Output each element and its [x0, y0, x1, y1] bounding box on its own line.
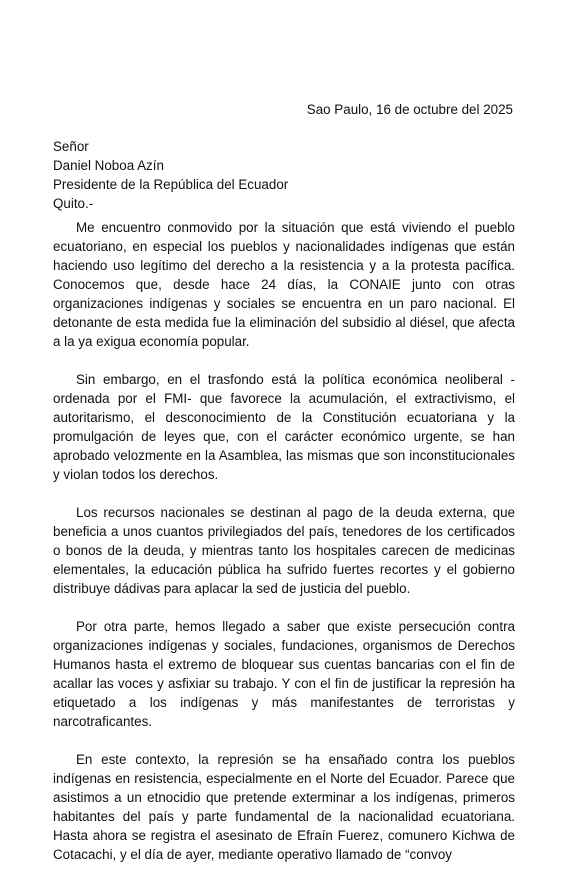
place-date: Sao Paulo, 16 de octubre del 2025: [306, 102, 513, 117]
recipient-title: Presidente de la República del Ecuador: [53, 177, 289, 192]
paragraph: Por otra parte, hemos llegado a saber que existe persecución contra organizaciones indígenas y sociales, fundaciones, organismos de Derechos Humanos hasta el extremo de bloquear sus cuentas bancarias con el fin de acallar las voces y asfixiar su trabajo. Y con el fin de justificar la represión ha etiquetado a los indígenas y más manifestantes de terroristas y narcotraficantes.: [53, 619, 515, 729]
paragraph: Sin embargo, en el trasfondo está la política económica neoliberal -ordenada por el FMI- que favorece la acumulación, el extractivismo, el autoritarismo, el desconocimiento de la Constitución ecuatoriana y la promulgación de leyes que, con el carácter económico urgente, se han aprobado velozmente en la Asamblea, las mismas que son inconstitucionales y violan todos los derechos.: [53, 372, 515, 482]
recipient-city: Quito.-: [53, 196, 94, 211]
recipient-name: Daniel Noboa Azín: [53, 158, 164, 173]
paragraph: Me encuentro conmovido por la situación que está viviendo el pueblo ecuatoriano, en especial los pueblos y nacionalidades indígenas que están haciendo uso legítimo del derecho a la resistencia y a la protesta pacífica. Conocemos que, desde hace 24 días, la CONAIE junto con otras organizaciones indígenas y sociales se encuentra en un paro nacional. El detonante de esta medida fue la eliminación del subsidio al diésel, que afecta a la ya exigua economía popular.: [53, 220, 515, 349]
letter-body: [53, 218, 515, 883]
salutation: Señor: [53, 139, 89, 154]
paragraph: Los recursos nacionales se destinan al pago de la deuda externa, que beneficia a unos cuantos privilegiados del país, tenedores de los certificados o bonos de la deuda, y mientras tanto los hospitales carecen de medicinas elementales, la educación pública ha sufrido fuertes recortes y el gobierno distribuye dádivas para aplacar la sed de justicia del pueblo.: [53, 505, 515, 596]
paragraph: En este contexto, la represión se ha ensañado contra los pueblos indígenas en resistencia, especialmente en el Norte del Ecuador. Parece que asistimos a un etnocidio que pretende exterminar a los indígenas, primeros habitantes del país y parte fundamental de la nacionalidad ecuatoriana. Hasta ahora se registra el asesinato de Efraín Fuerez, comunero Kichwa de Cotacachi, y el día de ayer, mediante operativo llamado de “convoy: [53, 752, 515, 862]
recipient-block: [53, 137, 288, 213]
